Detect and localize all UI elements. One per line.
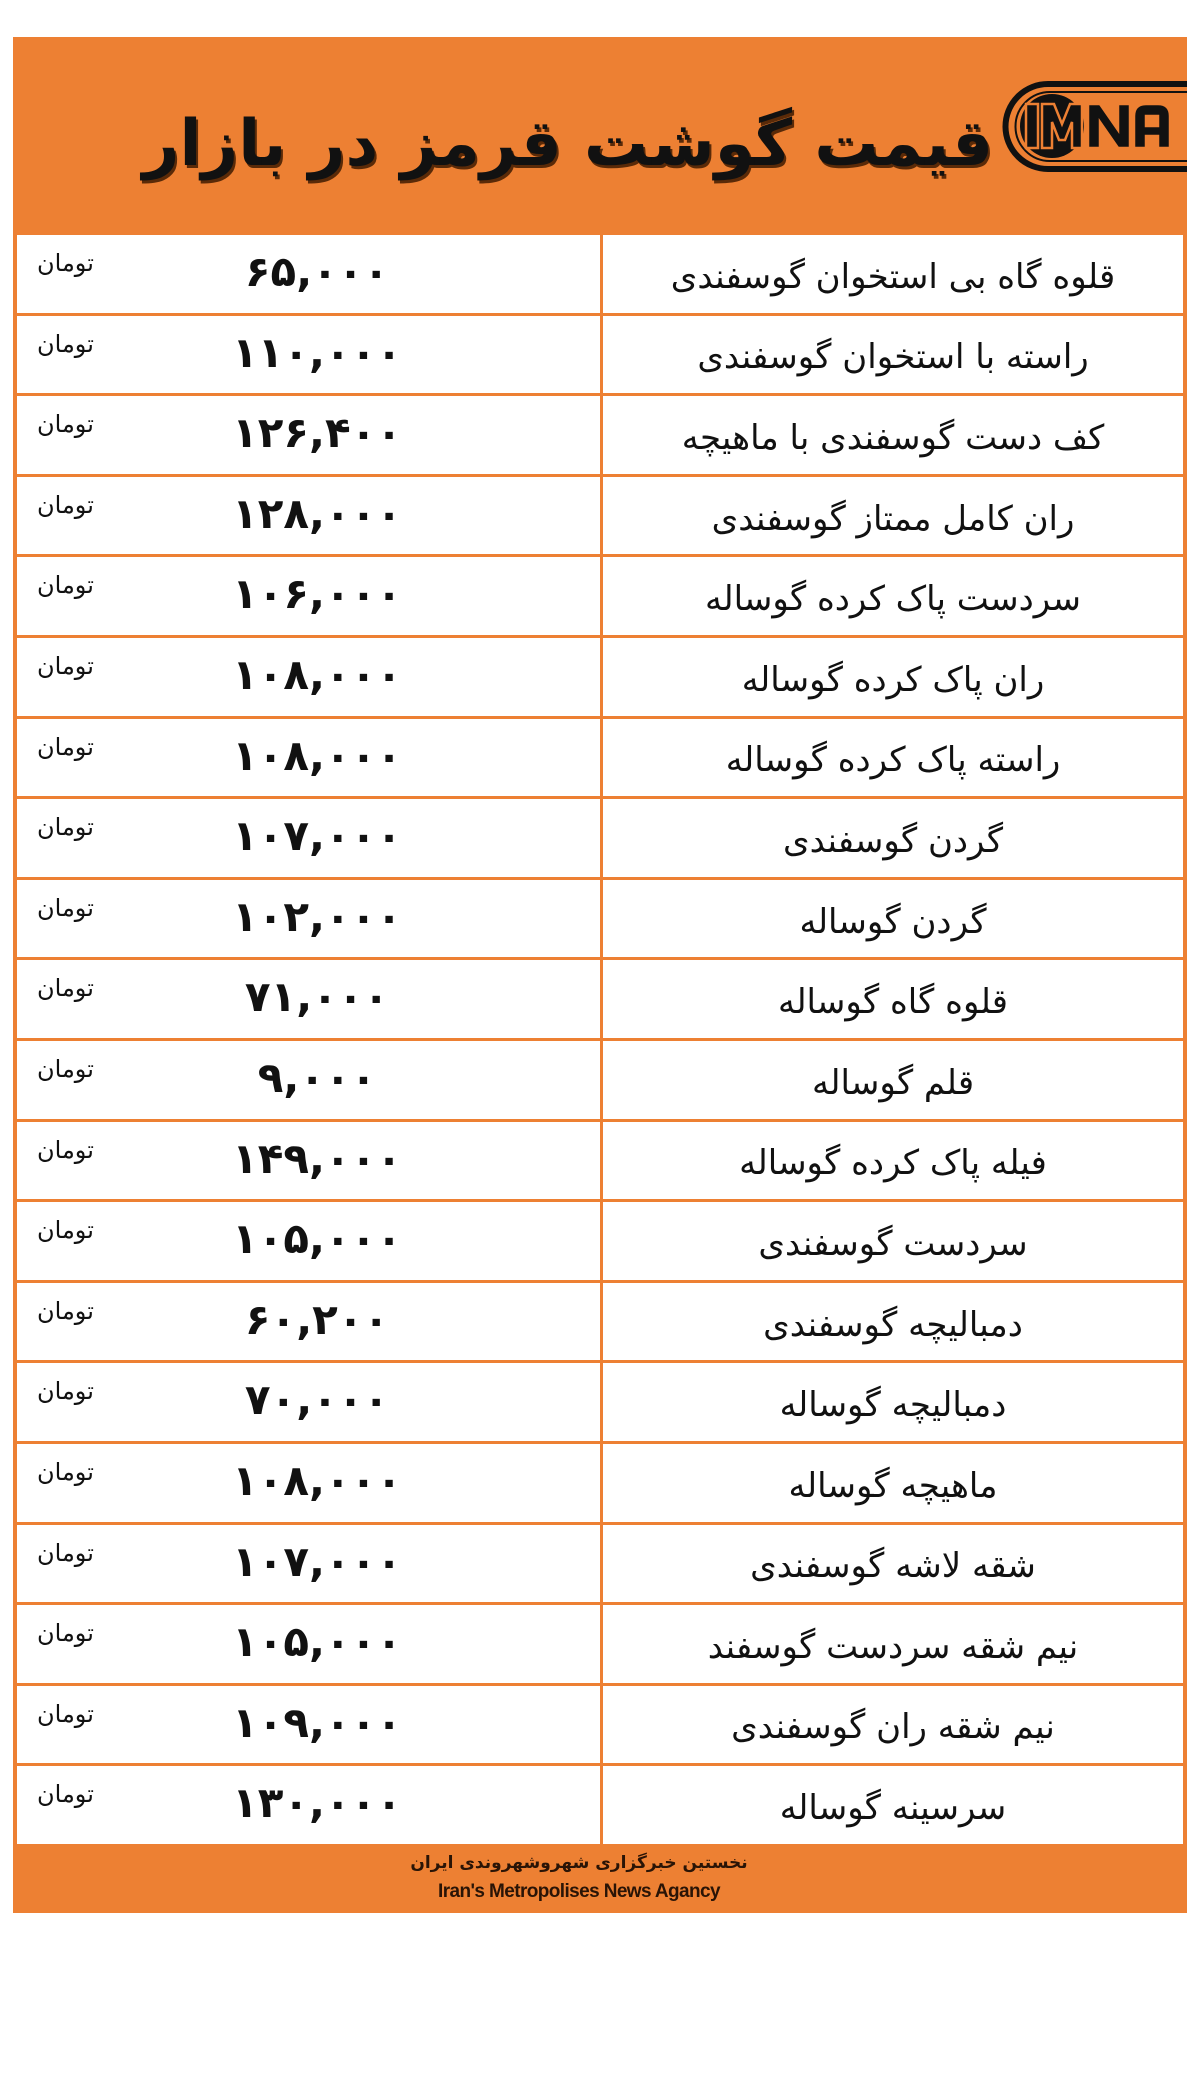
currency-unit: تومان: [37, 1699, 94, 1728]
price-cell: [17, 1686, 600, 1764]
item-name: قلوه گاه بی استخوان گوسفندی: [670, 256, 1116, 297]
currency-unit: تومان: [37, 249, 94, 277]
item-name: قلم گوساله: [811, 1062, 975, 1103]
currency-unit: تومان: [37, 1054, 94, 1083]
item-name: راسته با استخوان گوسفندی: [697, 337, 1089, 378]
item-name: دمبالیچه گوساله: [779, 1385, 1007, 1426]
price-value: ۱۰۸,۰۰۰: [232, 1455, 402, 1505]
currency-unit: تومان: [37, 571, 94, 600]
price-cell: [17, 1766, 600, 1844]
table-row: [17, 477, 1183, 555]
price-table: [17, 235, 1183, 1847]
item-cell: [603, 1605, 1183, 1683]
price-value: ۱۳۰,۰۰۰: [232, 1778, 402, 1828]
item-cell: [603, 799, 1183, 877]
price-cell: [17, 1283, 600, 1361]
price-cell: [17, 316, 600, 394]
imna-logo-icon: [1002, 80, 1187, 173]
currency-unit: تومان: [37, 893, 94, 922]
price-cell: [17, 1444, 600, 1522]
item-cell: [603, 316, 1183, 394]
currency-unit: تومان: [37, 1780, 94, 1809]
item-cell: [603, 719, 1183, 797]
table-row: [17, 1605, 1183, 1683]
item-name: شقه لاشه گوسفندی: [750, 1546, 1036, 1587]
price-cell: [17, 557, 600, 635]
currency-unit: تومان: [37, 1135, 94, 1164]
item-name: فیله پاک کرده گوساله: [739, 1143, 1047, 1184]
table-row: [17, 396, 1183, 474]
item-name: راسته پاک کرده گوساله: [725, 740, 1061, 781]
item-cell: [603, 1444, 1183, 1522]
currency-unit: تومان: [37, 1296, 94, 1325]
price-value: ۹,۰۰۰: [257, 1052, 377, 1102]
price-cell: [17, 719, 600, 797]
price-value: ۱۰۷,۰۰۰: [232, 811, 402, 861]
table-row: [17, 1686, 1183, 1764]
price-value: ۱۰۸,۰۰۰: [232, 730, 402, 780]
table-row: [17, 1202, 1183, 1280]
table-row: [17, 1283, 1183, 1361]
table-row: [17, 1525, 1183, 1603]
price-cell: [17, 1605, 600, 1683]
item-name: نیم شقه سردست گوسفند: [707, 1626, 1079, 1667]
header: [13, 37, 1187, 235]
item-cell: [603, 1283, 1183, 1361]
price-cell: [17, 235, 600, 313]
item-name: ران پاک کرده گوساله: [741, 659, 1045, 700]
item-name: گردن گوسفندی: [782, 820, 1004, 861]
item-cell: [603, 1202, 1183, 1280]
price-cell: [17, 799, 600, 877]
currency-unit: تومان: [37, 974, 94, 1003]
price-table-card: [13, 37, 1187, 1913]
currency-unit: تومان: [37, 329, 94, 358]
price-value: ۷۱,۰۰۰: [244, 972, 390, 1022]
price-value: ۱۲۸,۰۰۰: [232, 488, 402, 538]
currency-unit: تومان: [37, 1216, 94, 1245]
footer: [13, 1847, 1187, 1913]
table-row: [17, 1122, 1183, 1200]
price-cell: [17, 960, 600, 1038]
price-value: ۱۱۰,۰۰۰: [232, 327, 402, 377]
currency-unit: تومان: [37, 1619, 94, 1648]
item-cell: [603, 1766, 1183, 1844]
item-cell: [603, 477, 1183, 555]
item-name: ران کامل ممتاز گوسفندی: [711, 498, 1075, 539]
price-cell: [17, 477, 600, 555]
table-row: [17, 1363, 1183, 1441]
price-cell: [17, 1363, 600, 1441]
item-name: گردن گوساله: [799, 901, 987, 942]
item-cell: [603, 1041, 1183, 1119]
table-row: [17, 960, 1183, 1038]
item-cell: [603, 960, 1183, 1038]
currency-unit: تومان: [37, 410, 94, 439]
item-name: سردست پاک کرده گوساله: [704, 579, 1082, 620]
item-cell: [603, 235, 1183, 313]
item-name: قلوه گاه گوساله: [777, 982, 1009, 1023]
price-value: ۶۵,۰۰۰: [244, 247, 390, 296]
item-cell: [603, 1525, 1183, 1603]
currency-unit: تومان: [37, 1377, 94, 1406]
item-name: نیم شقه ران گوسفندی: [731, 1707, 1055, 1748]
currency-unit: تومان: [37, 651, 94, 680]
price-value: ۱۰۶,۰۰۰: [232, 569, 402, 619]
price-value: ۱۰۵,۰۰۰: [232, 1214, 402, 1264]
page-title: قیمت گوشت قرمز در بازار: [142, 107, 993, 181]
price-cell: [17, 1122, 600, 1200]
table-row: [17, 638, 1183, 716]
price-value: ۱۴۹,۰۰۰: [232, 1133, 402, 1183]
price-cell: [17, 1041, 600, 1119]
item-name: سردست گوسفندی: [758, 1223, 1028, 1264]
price-cell: [17, 1202, 600, 1280]
footer-tagline-en: Iran's Metropolises News Agancy: [438, 1881, 720, 1902]
item-cell: [603, 396, 1183, 474]
price-value: ۶۰,۲۰۰: [244, 1294, 390, 1344]
currency-unit: تومان: [37, 732, 94, 761]
item-cell: [603, 1686, 1183, 1764]
item-name: کف دست گوسفندی با ماهیچه: [681, 417, 1105, 458]
table-row: [17, 719, 1183, 797]
price-value: ۱۲۶,۴۰۰: [232, 408, 402, 458]
currency-unit: تومان: [37, 1538, 94, 1567]
footer-tagline-fa: نخستین خبرگزاری شهروشهروندی ایران: [410, 1853, 748, 1873]
currency-unit: تومان: [37, 813, 94, 842]
price-value: ۱۰۷,۰۰۰: [232, 1536, 402, 1586]
table-row: [17, 799, 1183, 877]
price-cell: [17, 638, 600, 716]
currency-unit: تومان: [37, 490, 94, 519]
price-cell: [17, 396, 600, 474]
item-name: سرسینه گوساله: [779, 1788, 1007, 1829]
currency-unit: تومان: [37, 1457, 94, 1486]
table-row: [17, 1444, 1183, 1522]
item-cell: [603, 557, 1183, 635]
item-cell: [603, 638, 1183, 716]
item-name: ماهیچه گوساله: [788, 1465, 998, 1506]
price-value: ۷۰,۰۰۰: [244, 1375, 390, 1425]
table-row: [17, 1041, 1183, 1119]
item-cell: [603, 1363, 1183, 1441]
price-cell: [17, 1525, 600, 1603]
item-cell: [603, 1122, 1183, 1200]
item-cell: [603, 880, 1183, 958]
price-cell: [17, 880, 600, 958]
price-value: ۱۰۸,۰۰۰: [232, 649, 402, 699]
price-value: ۱۰۹,۰۰۰: [232, 1697, 402, 1747]
price-value: ۱۰۲,۰۰۰: [232, 891, 402, 941]
item-name: دمبالیچه گوسفندی: [763, 1304, 1023, 1345]
table-row: [17, 557, 1183, 635]
table-row: [17, 235, 1183, 313]
price-value: ۱۰۵,۰۰۰: [232, 1617, 402, 1667]
table-row: [17, 1766, 1183, 1844]
table-row: [17, 880, 1183, 958]
table-row: [17, 316, 1183, 394]
